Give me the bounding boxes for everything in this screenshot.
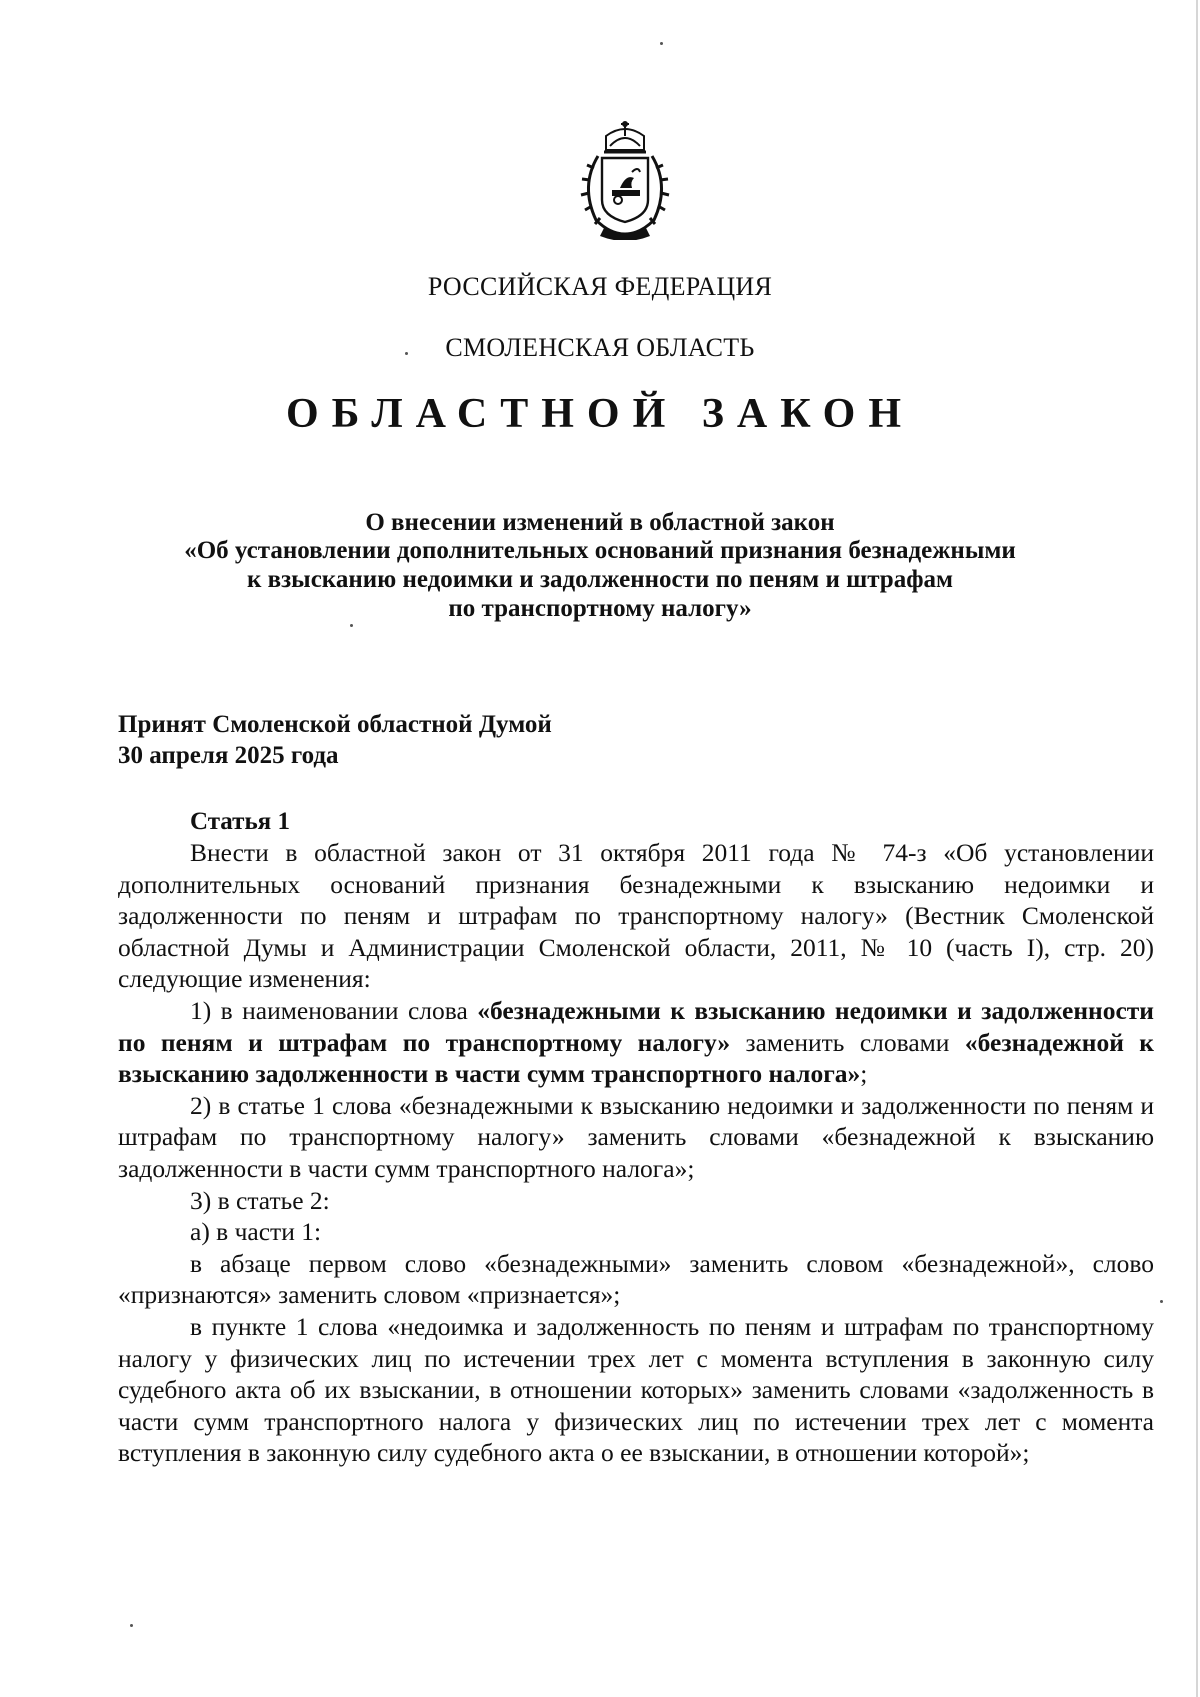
- adoption-date: 30 апреля 2025 года: [118, 742, 339, 769]
- header-country: РОССИЙСКАЯ ФЕДЕРАЦИЯ: [427, 272, 773, 301]
- subject-line-1: О внесении изменений в областной закон: [365, 509, 835, 536]
- subject-line-2: «Об установлении дополнительных оснований признания безнадежными: [184, 537, 1016, 564]
- subject-line-4: по транспортному налогу»: [448, 595, 752, 622]
- scan-speck: [405, 352, 408, 355]
- adoption-body: Принят Смоленской областной Думой: [118, 711, 552, 738]
- item1-replace-text: заменить словами: [730, 1027, 965, 1057]
- coat-of-arms-emblem: [566, 116, 684, 240]
- paragraph-item-2: 2) в статье 1 слова «безнадежными к взысканию недоимки и задолженности по пеням и штрафам по транспортному налогу» заменить словами «безнадежной к взысканию задолженности в части сумм транспортного налога»;: [118, 1090, 1154, 1183]
- header-region: СМОЛЕНСКАЯ ОБЛАСТЬ: [445, 333, 755, 362]
- item1-end: ;: [860, 1059, 868, 1089]
- paragraph-item-3a-second: в пункте 1 слова «недоимка и задолженность по пеням и штрафам по транспортному налогу у физических лиц по истечении трех лет с момента вступления в законную силу судебного акта об их взыскании, в отношении которых» заменить словами «задолженность в части сумм транспортного налога у физических лиц по истечении трех лет с момента вступления в законную силу судебного акта о ее взыскании, в отношении которой»;: [118, 1311, 1154, 1468]
- scan-speck: [1160, 1300, 1163, 1303]
- scan-speck: [130, 1624, 133, 1627]
- scan-speck: [660, 42, 663, 45]
- scan-edge-line: [1196, 0, 1198, 1697]
- paragraph-item-3a: а) в части 1:: [190, 1217, 322, 1247]
- item1-new-words: «безнадежной к взысканию задолженности в части сумм транспортного налога»: [118, 1027, 1154, 1089]
- paragraph-item-1: [118, 995, 1154, 1090]
- article-body: [118, 837, 1154, 1469]
- paragraph-item-3: 3) в статье 2:: [190, 1185, 330, 1215]
- subject-line-3: к взысканию недоимки и задолженности по пеням и штрафам: [246, 566, 954, 593]
- scan-speck: [350, 624, 353, 627]
- item1-old-words: «безнадежными к взысканию недоимки и задолженности по пеням и штрафам по транспортному налогу»: [118, 995, 1154, 1057]
- paragraph-item-3a-first: в абзаце первом слово «безнадежными» заменить словом «безнадежной», слово «признаются» заменить словом «признается»;: [118, 1248, 1154, 1310]
- article-heading: Статья 1: [190, 808, 290, 835]
- paragraph-intro: Внести в областной закон от 31 октября 2011 года № 74-з «Об установлении дополнительных оснований признания безнадежными к взысканию недоимки и задолженности по пеням и штрафам по транспортному налогу» (Вестник Смоленской областной Думы и Администрации Смоленской области, 2011, № 10 (часть I), стр. 20) следующие изменения:: [118, 838, 1154, 994]
- item1-prefix: 1) в наименовании слова: [190, 995, 478, 1025]
- document-type-title: ОБЛАСТНОЙ ЗАКОН: [285, 391, 915, 437]
